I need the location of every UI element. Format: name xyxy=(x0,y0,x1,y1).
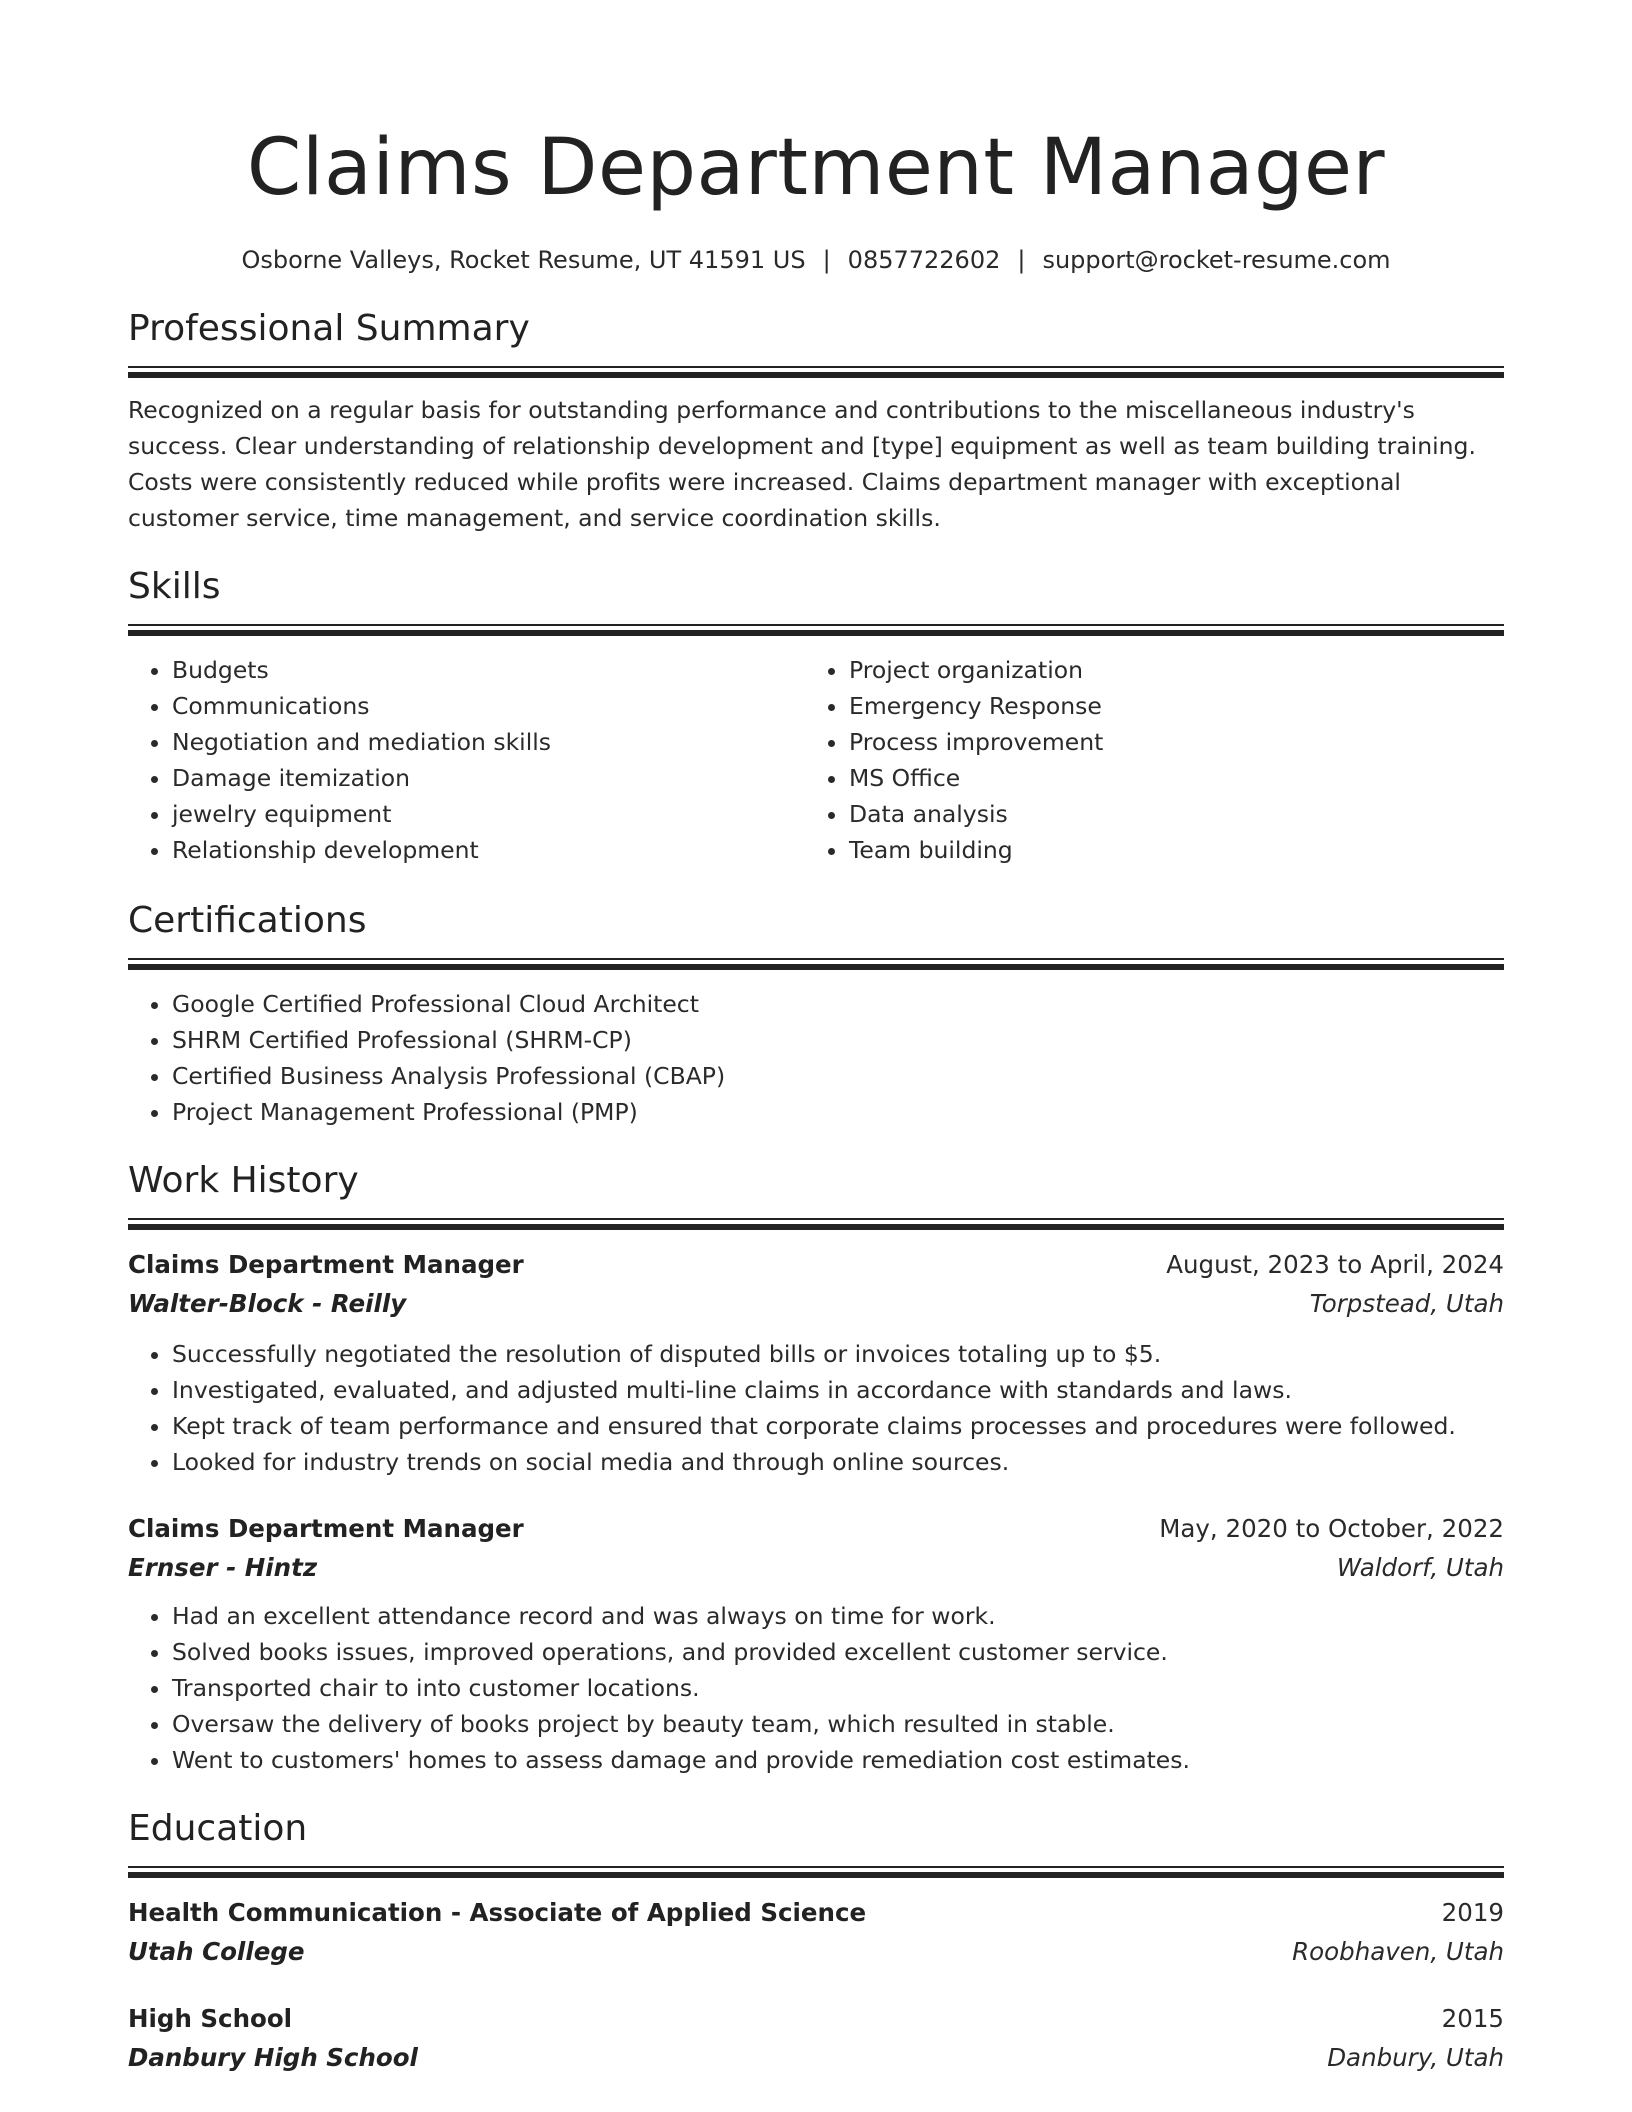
education-location: Danbury, Utah xyxy=(1327,2043,1504,2072)
certification-item: • Project Management Professional (PMP) xyxy=(172,1094,1504,1130)
education-year: 2015 xyxy=(1441,2004,1504,2033)
certification-item: • Certified Business Analysis Professional (CBAP) xyxy=(172,1058,1504,1094)
job-header xyxy=(128,1510,1504,1548)
section-divider xyxy=(128,624,1504,636)
job-header xyxy=(128,1246,1504,1284)
education-subheader xyxy=(128,1932,1504,1972)
skill-item: • Communications xyxy=(172,688,805,724)
skills-column-right xyxy=(805,652,1482,868)
job-bullet: • Looked for industry trends on social media and through online sources. xyxy=(172,1444,1504,1480)
education-entry xyxy=(128,2000,1504,2078)
section-divider xyxy=(128,366,1504,378)
job-title: Claims Department Manager xyxy=(128,1514,524,1543)
section-title-work-history: Work History xyxy=(128,1160,359,1201)
job-subheader xyxy=(128,1284,1504,1324)
work-history-section xyxy=(128,1158,1504,1778)
job-dates: May, 2020 to October, 2022 xyxy=(1159,1514,1504,1543)
section-divider xyxy=(128,1866,1504,1878)
job-entry xyxy=(128,1246,1504,1480)
education-section xyxy=(128,1806,1504,2078)
skill-item: • Data analysis xyxy=(849,796,1482,832)
education-school: Danbury High School xyxy=(128,2043,418,2072)
job-bullet: • Kept track of team performance and ensured that corporate claims processes and procedures were followed. xyxy=(172,1408,1504,1444)
certifications-section xyxy=(128,898,1504,1130)
section-divider xyxy=(128,958,1504,970)
skill-item: • Damage itemization xyxy=(172,760,805,796)
job-bullet: • Successfully negotiated the resolution of disputed bills or invoices totaling up to $5. xyxy=(172,1336,1504,1372)
job-dates: August, 2023 to April, 2024 xyxy=(1166,1250,1504,1279)
section-title-certifications: Certifications xyxy=(128,900,367,941)
section-divider xyxy=(128,1218,1504,1230)
education-school: Utah College xyxy=(128,1937,305,1966)
education-year: 2019 xyxy=(1441,1898,1504,1927)
certification-item: • SHRM Certified Professional (SHRM-CP) xyxy=(172,1022,1504,1058)
job-bullet: • Had an excellent attendance record and was always on time for work. xyxy=(172,1598,1504,1634)
skills-section xyxy=(128,564,1504,868)
skills-column-left xyxy=(128,652,805,868)
job-entry xyxy=(128,1510,1504,1778)
skill-item: • Negotiation and mediation skills xyxy=(172,724,805,760)
summary-text: Recognized on a regular basis for outstanding performance and contributions to the miscellaneous industry's success. Clear understanding of relationship development and [type] equipment as well as team building training. Costs were consistently reduced while profits were increased. Claims department manager with exceptional customer service, time management, and service coordination skills. xyxy=(128,396,1476,532)
section-title-education: Education xyxy=(128,1808,308,1849)
skills-grid xyxy=(128,652,1504,868)
contact-address: Osborne Valleys, Rocket Resume, UT 41591 US xyxy=(241,246,806,274)
contact-line xyxy=(128,244,1504,276)
skill-item: • MS Office xyxy=(849,760,1482,796)
contact-phone: 0857722602 xyxy=(847,246,1001,274)
skill-item: • Relationship development xyxy=(172,832,805,868)
contact-separator: | xyxy=(822,246,831,274)
contact-separator: | xyxy=(1017,246,1026,274)
education-subheader xyxy=(128,2038,1504,2078)
section-title-summary: Professional Summary xyxy=(128,308,530,349)
skill-item: • Budgets xyxy=(172,652,805,688)
contact-email[interactable]: support@rocket-resume.com xyxy=(1042,246,1391,274)
skill-item: • jewelry equipment xyxy=(172,796,805,832)
skill-item: • Process improvement xyxy=(849,724,1482,760)
education-header xyxy=(128,2000,1504,2038)
skill-item: • Project organization xyxy=(849,652,1482,688)
education-entry xyxy=(128,1894,1504,1972)
job-bullet: • Went to customers' homes to assess damage and provide remediation cost estimates. xyxy=(172,1742,1504,1778)
job-bullet: • Transported chair to into customer locations. xyxy=(172,1670,1504,1706)
job-title: Claims Department Manager xyxy=(128,1250,524,1279)
job-bullet: • Solved books issues, improved operations, and provided excellent customer service. xyxy=(172,1634,1504,1670)
skill-item: • Emergency Response xyxy=(849,688,1482,724)
job-company: Ernser - Hintz xyxy=(128,1553,318,1582)
job-location: Torpstead, Utah xyxy=(1309,1289,1504,1318)
section-title-skills: Skills xyxy=(128,566,221,607)
skill-item: • Team building xyxy=(849,832,1482,868)
job-bullet: • Investigated, evaluated, and adjusted multi-line claims in accordance with standards and laws. xyxy=(172,1372,1504,1408)
job-subheader xyxy=(128,1548,1504,1588)
education-degree: High School xyxy=(128,2004,293,2033)
summary-section xyxy=(128,306,1504,536)
resume-name: Claims Department Manager xyxy=(246,123,1386,213)
job-company: Walter-Block - Reilly xyxy=(128,1289,407,1318)
certification-item: • Google Certified Professional Cloud Architect xyxy=(172,986,1504,1022)
education-location: Roobhaven, Utah xyxy=(1292,1937,1504,1966)
job-location: Waldorf, Utah xyxy=(1336,1553,1504,1582)
education-header xyxy=(128,1894,1504,1932)
education-degree: Health Communication - Associate of Applied Science xyxy=(128,1898,867,1927)
job-bullet: • Oversaw the delivery of books project by beauty team, which resulted in stable. xyxy=(172,1706,1504,1742)
